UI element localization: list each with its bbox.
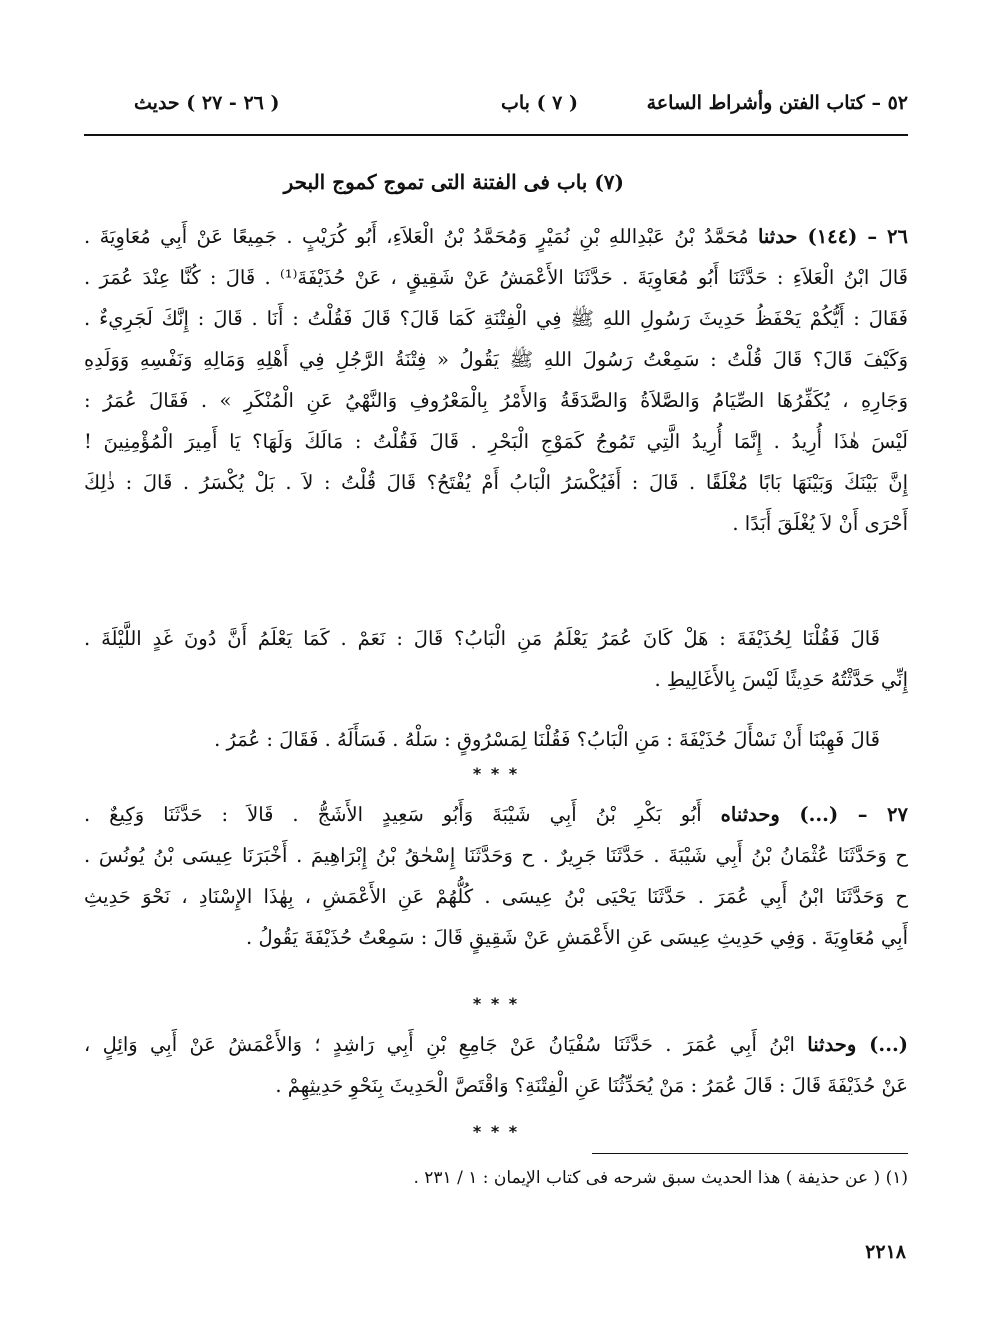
hadith-number: ٢٧ – (...) وحدثناه bbox=[720, 803, 908, 826]
text-line: ٢٧ – (...) وحدثناه أَبُو بَكْرِ بْنُ أَبِي شَيْبَةَ وَأَبُو سَعِيدٍ الأَشَجُّ . قَالاَ : حَدَّثَنَا وَكِيعٌ . bbox=[84, 803, 908, 826]
header-hadith-range: ( ٢٦ - ٢٧ ) حديث bbox=[134, 92, 280, 114]
text-line: قَالَ ابْنُ الْعَلاَءِ : حَدَّثَنَا أَبُو مُعَاوِيَةَ . حَدَّثَنَا الأَعْمَشُ عَنْ شَقِيقٍ ، عَنْ حُذَيْفَةَ⁽¹⁾ . قَالَ : كُنَّا عِنْدَ عُمَرَ . bbox=[84, 266, 908, 289]
text-line: وَجَارِهِ ، يُكَفِّرُهَا الصِّيَامُ وَالصَّلاَةُ وَالصَّدَقَةُ وَالأَمْرُ بِالْمَعْرُوفِ وَالنَّهْيُ عَنِ الْمُنْكَرِ » . فَقَالَ عُمَرُ : bbox=[84, 389, 908, 412]
section-separator: * * * bbox=[472, 994, 520, 1013]
text-line: ح وَحَدَّثَنَا ابْنُ أَبِي عُمَرَ . حَدَّثَنَا يَحْيَى بْنُ عِيسَى . كُلُّهُمْ عَنِ الأَعْمَشِ ، بِهٰذَا الإِسْنَادِ ، نَحْوَ حَدِيثِ bbox=[84, 885, 908, 908]
hadith-number: ٢٦ – (١٤٤) حدثنا bbox=[757, 225, 908, 248]
footnote: (١) ( عن حذيفة ) هذا الحديث سبق شرحه فى كتاب الإيمان : ١ / ٢٣١ . bbox=[413, 1168, 908, 1188]
header-rule bbox=[84, 134, 908, 136]
footnote-rule bbox=[592, 1153, 908, 1154]
section-separator: * * * bbox=[472, 1122, 520, 1141]
text-line: لَيْسَ هٰذَا أُرِيدُ . إِنَّمَا أُرِيدُ الَّتِي تَمُوجُ كَمَوْجِ الْبَحْرِ . قَالَ فَقُلْتُ : مَالَكَ وَلَهَا؟ يَا أَمِيرَ الْمُؤْمِنِينَ ! bbox=[84, 430, 908, 453]
chapter-title: (٧) باب فى الفتنة التى تموج كموج البحر bbox=[283, 170, 624, 194]
text-line: عَنْ حُذَيْفَةَ قَالَ : قَالَ عُمَرُ : مَنْ يُحَدِّثُنَا عَنِ الْفِتْنَةِ؟ وَاقْتَصَّ الْحَدِيثَ بِنَحْوِ حَدِيثِهِمْ . bbox=[275, 1074, 908, 1097]
text-line: إِنِّي حَدَّثْتُهُ حَدِيثًا لَيْسَ بِالأَغَالِيطِ . bbox=[654, 668, 908, 691]
header-chapter: ( ٧ ) باب bbox=[500, 92, 578, 114]
hadith-27 bbox=[84, 794, 908, 958]
text-line: وَكَيْفَ قَالَ؟ قَالَ قُلْتُ : سَمِعْتُ رَسُولَ اللهِ ﷺ يَقُولُ « فِتْنَةُ الرَّجُلِ فِي أَهْلِهِ وَمَالِهِ وَنَفْسِهِ وَوَلَدِهِ bbox=[84, 348, 908, 371]
text-line: أَحْرَى أَنْ لاَ يُغْلَقَ أَبَدًا . bbox=[732, 512, 908, 535]
text-line: أَبِي مُعَاوِيَةَ . وَفِي حَدِيثِ عِيسَى عَنِ الأَعْمَشِ عَنْ شَقِيقٍ قَالَ : سَمِعْتُ حُذَيْفَةَ يَقُولُ . bbox=[246, 926, 908, 949]
text-line: ح وَحَدَّثَنَا عُثْمَانُ بْنُ أَبِي شَيْبَةَ . حَدَّثَنَا جَرِيرٌ . ح وَحَدَّثَنَا إِسْحٰقُ بْنُ إِبْرَاهِيمَ . أَخْبَرَنَا عِيسَى بْنُ يُونُسَ . bbox=[84, 844, 908, 867]
text-line: إِنَّ بَيْنَكَ وَبَيْنَهَا بَابًا مُغْلَقًا . قَالَ : أَفَيُكْسَرُ الْبَابُ أَمْ يُفْتَحُ؟ قَالَ قُلْتُ : لاَ . بَلْ يُكْسَرُ . قَالَ : ذٰلِكَ bbox=[84, 471, 908, 494]
text-line: (...) وحدثنا ابْنُ أَبِي عُمَرَ . حَدَّثَنَا سُفْيَانُ عَنْ جَامِعِ بْنِ أَبِي رَاشِدٍ ؛ وَالأَعْمَشُ عَنْ أَبِي وَائِلٍ ، bbox=[84, 1033, 908, 1056]
text-line: قَالَ فَهِبْنَا أَنْ نَسْأَلَ حُذَيْفَةَ : مَنِ الْبَابُ؟ فَقُلْنَا لِمَسْرُوقٍ : سَلْهُ . فَسَأَلَهُ . فَقَالَ : عُمَرُ . bbox=[214, 728, 880, 751]
text-line: قَالَ فَقُلْنَا لِحُذَيْفَةَ : هَلْ كَانَ عُمَرُ يَعْلَمُ مَنِ الْبَابُ؟ قَالَ : نَعَمْ . كَمَا يَعْلَمُ أَنَّ دُونَ غَدٍ اللَّيْلَةَ . bbox=[84, 627, 880, 650]
hadith-26 bbox=[84, 216, 908, 544]
section-separator: * * * bbox=[472, 764, 520, 783]
hadith-number: (...) وحدثنا bbox=[807, 1033, 908, 1056]
page-number: ٢٢١٨ bbox=[865, 1241, 906, 1263]
header-book-title: ٥٢ – كتاب الفتن وأشراط الساعة bbox=[646, 92, 908, 114]
text-line: فَقَالَ : أَيُّكُمْ يَحْفَظُ حَدِيثَ رَسُولِ اللهِ ﷺ فِي الْفِتْنَةِ كَمَا قَالَ؟ قَالَ فَقُلْتُ : أَنَا . قَالَ : إِنَّكَ لَجَرِيءٌ . bbox=[84, 307, 908, 330]
text-line: ٢٦ – (١٤٤) حدثنا مُحَمَّدُ بْنُ عَبْدِاللهِ بْنِ نُمَيْرٍ وَمُحَمَّدُ بْنُ الْعَلاَءِ، أَبُو كُرَيْبٍ . جَمِيعًا عَنْ أَبِي مُعَاوِيَةَ . bbox=[84, 225, 908, 248]
paragraph bbox=[84, 618, 908, 700]
hadith-27-variant bbox=[84, 1024, 908, 1106]
running-header bbox=[84, 86, 908, 126]
paragraph bbox=[84, 719, 908, 760]
